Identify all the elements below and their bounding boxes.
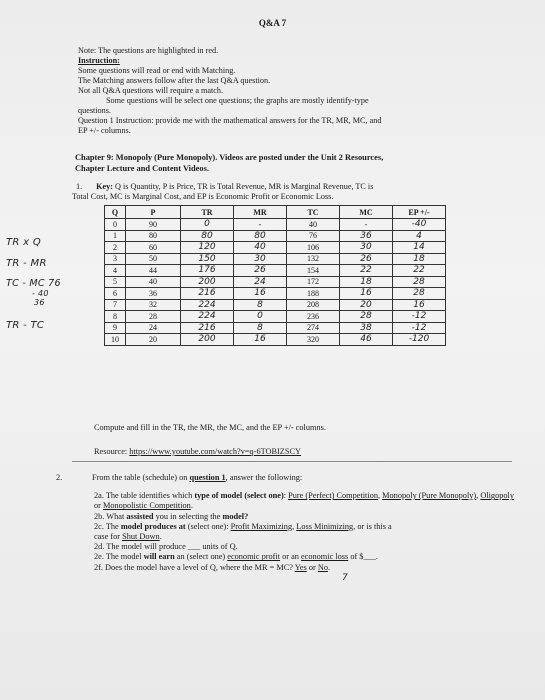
- cell-q: 3: [105, 253, 126, 265]
- q2a-sep: ,: [476, 491, 481, 501]
- table-row: [105, 242, 446, 254]
- cell-tr: 200: [181, 276, 234, 288]
- cell-ep: 4: [393, 230, 446, 242]
- chapter-line: Chapter Lecture and Content Videos.: [75, 164, 209, 173]
- cell-ep: -12: [393, 311, 446, 323]
- q1-key-line2: Total Cost, MC is Marginal Cost, and EP is Economic Profit or Economic Loss.: [72, 192, 334, 201]
- q2a-pre: 2a. The table identifies which: [94, 491, 195, 501]
- table-row: [105, 299, 446, 311]
- cell-mr: 0: [234, 311, 287, 323]
- cell-mc: 22: [340, 265, 393, 277]
- cell-tc: 320: [287, 334, 340, 346]
- header-ep: EP +/-: [393, 206, 446, 219]
- cell-ep: -120: [393, 334, 446, 346]
- cell-mr: 24: [234, 276, 287, 288]
- q2e-option-profit[interactable]: economic profit: [227, 552, 281, 562]
- header-p: P: [126, 206, 181, 219]
- cell-mr: 30: [234, 253, 287, 265]
- q2f-or: or: [306, 562, 318, 572]
- cell-tc: 76: [287, 230, 340, 242]
- resource-line: [94, 447, 301, 457]
- cell-q: 1: [105, 230, 126, 242]
- q1-key-label: Key:: [96, 182, 113, 191]
- cell-q: 10: [105, 334, 126, 346]
- note-line: Some questions will be select one questions; the graphs are mostly identify-type: [106, 96, 369, 105]
- cell-tr: 150: [181, 253, 234, 265]
- q2-intro-link: question 1: [189, 473, 226, 482]
- q2d: 2d. The model will produce ___ units of Q.: [94, 542, 238, 552]
- cell-p: 28: [126, 311, 181, 323]
- table-row: [105, 334, 446, 346]
- cell-ep: -12: [393, 322, 446, 334]
- q2b-pre: 2b. What: [94, 511, 127, 521]
- cell-tc: 236: [287, 311, 340, 323]
- cell-mc: 18: [340, 276, 393, 288]
- chapter-line: Chapter 9: Monopoly (Pure Monopoly). Videos are posted under the Unit 2 Resources,: [75, 153, 384, 162]
- cell-tc: 106: [287, 242, 340, 254]
- q2a-option-monopolistic-competition[interactable]: Monopolistic Competition: [103, 501, 191, 511]
- margin-note-trxq: TR x Q: [6, 237, 42, 248]
- q2-intro-text-end: , answer the following:: [225, 473, 303, 482]
- q2c-bold: model produces at: [120, 521, 186, 531]
- cell-ep: 28: [393, 288, 446, 300]
- cell-mc: 28: [340, 311, 393, 323]
- q2e-sep: or an: [280, 552, 301, 562]
- q2b-bold2: model?: [222, 511, 249, 521]
- cell-p: 20: [126, 334, 181, 346]
- cell-q: 5: [105, 276, 126, 288]
- cell-p: 50: [126, 253, 181, 265]
- margin-note-minus40: - 40: [32, 289, 49, 298]
- cell-p: 80: [126, 230, 181, 242]
- cell-mr: 16: [234, 334, 287, 346]
- q2b-bold: assisted: [126, 511, 154, 521]
- q2f: [92, 563, 517, 573]
- note-line: Not all Q&A questions will require a match.: [78, 86, 224, 95]
- header-mr: MR: [234, 206, 287, 219]
- q2a-bold: type of model (select one): [194, 491, 284, 501]
- cell-q: 7: [105, 299, 126, 311]
- q2f-option-yes[interactable]: Yes: [294, 562, 307, 572]
- note-line: Instruction:: [78, 56, 120, 65]
- note-line: Note: The questions are highlighted in red.: [78, 46, 219, 55]
- header-tc: TC: [287, 206, 340, 219]
- resource-label: Resource:: [94, 447, 130, 456]
- q2b-post: you in selecting the: [153, 511, 223, 521]
- note-line: questions.: [78, 106, 111, 115]
- table-row: [105, 219, 446, 231]
- cell-ep: 14: [393, 242, 446, 254]
- cell-tr: 120: [181, 242, 234, 254]
- q2f-pre: 2f. Does the model have a level of Q, where the MR = MC?: [94, 562, 295, 572]
- cell-q: 4: [105, 265, 126, 277]
- cell-q: 0: [105, 219, 126, 231]
- q2-intro-text: From the table (schedule) on: [92, 473, 190, 482]
- header-tr: TR: [181, 206, 234, 219]
- cell-mr: 80: [234, 230, 287, 242]
- q2a-mid: :: [283, 491, 289, 501]
- cell-ep: -40: [393, 219, 446, 231]
- q2c-option-shut-down[interactable]: Shut Down: [122, 532, 160, 542]
- cell-tr: 200: [181, 334, 234, 346]
- cell-mc: 30: [340, 242, 393, 254]
- table-header-row: [105, 206, 446, 219]
- q2e-option-loss[interactable]: economic loss: [301, 552, 349, 562]
- cell-mc: 16: [340, 288, 393, 300]
- resource-link[interactable]: https://www.youtube.com/watch?v=q-6TOBIZSCY: [129, 447, 302, 456]
- cell-p: 60: [126, 242, 181, 254]
- cell-tc: 172: [287, 276, 340, 288]
- q2a-sep: ,: [377, 491, 383, 501]
- cell-mr: 26: [234, 265, 287, 277]
- cell-q: 6: [105, 288, 126, 300]
- cell-tr: 80: [181, 230, 234, 242]
- cell-q: 8: [105, 311, 126, 323]
- header-mc: MC: [340, 206, 393, 219]
- q2a-option-oligopoly[interactable]: Oligopoly: [480, 491, 514, 501]
- section-divider: [72, 461, 512, 462]
- note-line: The Matching answers follow after the last Q&A question.: [78, 76, 271, 85]
- q2c-end: .: [159, 532, 162, 542]
- table-row: [105, 322, 446, 334]
- cell-mc: 46: [340, 334, 393, 346]
- cell-mc: 20: [340, 299, 393, 311]
- page-title: Q&A 7: [258, 18, 287, 28]
- q2e: [92, 552, 517, 562]
- q2c-pre: 2c. The: [94, 521, 121, 531]
- note-line: EP +/- columns.: [78, 126, 131, 135]
- cell-p: 40: [126, 276, 181, 288]
- cell-ep: 28: [393, 276, 446, 288]
- q2f-end: .: [327, 562, 331, 572]
- header-q: Q: [105, 206, 126, 219]
- cell-ep: 22: [393, 265, 446, 277]
- cell-mc: 26: [340, 253, 393, 265]
- chapter-heading: [75, 152, 495, 174]
- cell-mr: 40: [234, 242, 287, 254]
- margin-note-tc-mc: TC - MC 76: [6, 278, 61, 289]
- cell-q: 2: [105, 242, 126, 254]
- cell-p: 32: [126, 299, 181, 311]
- q2f-option-no[interactable]: No: [317, 562, 328, 572]
- cell-tr: 0: [181, 219, 234, 231]
- cell-tc: 40: [287, 219, 340, 231]
- cell-mr: 8: [234, 322, 287, 334]
- cell-ep: 18: [393, 253, 446, 265]
- q2e-mid: an (select one): [174, 552, 228, 562]
- cell-p: 24: [126, 322, 181, 334]
- table-body: [105, 219, 446, 346]
- note-line: Some questions will read or end with Matching.: [78, 66, 236, 75]
- q2c-option-loss-min[interactable]: Loss Minimizing: [296, 521, 354, 531]
- cell-ep: 16: [393, 299, 446, 311]
- note-line: Question 1 Instruction: provide me with the mathematical answers for the TR, MR, MC, and: [78, 116, 382, 125]
- cell-tc: 132: [287, 253, 340, 265]
- q2a-option-pure-competition[interactable]: Pure (Perfect) Competition: [288, 491, 378, 501]
- cell-tc: 274: [287, 322, 340, 334]
- q1-number: 1.: [76, 182, 83, 191]
- table-row: [105, 265, 446, 277]
- table-row: [105, 276, 446, 288]
- q2a-option-monopoly[interactable]: Monopoly (Pure Monopoly): [382, 491, 477, 501]
- margin-note-36: 36: [34, 298, 45, 307]
- cell-tr: 224: [181, 299, 234, 311]
- cell-tr: 216: [181, 288, 234, 300]
- q2e-bold: will earn: [143, 552, 175, 562]
- q2c: [92, 522, 517, 542]
- q2a-sep: or: [94, 501, 103, 511]
- q1-key-line1: Q is Quantity, P is Price, TR is Total Revenue, MR is Marginal Revenue, TC is: [112, 182, 374, 191]
- q2c-mid: (select one):: [185, 521, 231, 531]
- cell-tc: 188: [287, 288, 340, 300]
- question-2: [92, 473, 517, 583]
- q2c-sep: ,: [292, 521, 297, 531]
- table-row: [105, 253, 446, 265]
- q2-intro: [92, 473, 517, 483]
- table-row: [105, 288, 446, 300]
- margin-note-tr-tc: TR - TC: [6, 320, 45, 331]
- cell-mc: 38: [340, 322, 393, 334]
- cell-p: 44: [126, 265, 181, 277]
- q2e-pre: 2e. The model: [94, 552, 144, 562]
- handwritten-answer-mark: 7: [342, 572, 349, 583]
- instruction-note: [78, 46, 498, 136]
- q2a: [92, 491, 517, 511]
- table-row: [105, 230, 446, 242]
- q2e-end: of $___.: [348, 552, 378, 562]
- cell-tr: 224: [181, 311, 234, 323]
- question-1-key: [72, 182, 512, 202]
- cell-q: 9: [105, 322, 126, 334]
- q2c-line2-pre: case for: [94, 532, 123, 542]
- cell-p: 90: [126, 219, 181, 231]
- schedule-table: [104, 205, 446, 346]
- q2-number: 2.: [56, 473, 63, 482]
- cell-p: 36: [126, 288, 181, 300]
- q2b: [92, 512, 517, 522]
- cell-tr: 216: [181, 322, 234, 334]
- margin-note-tr-mr: TR - MR: [6, 258, 47, 269]
- cell-mc: 36: [340, 230, 393, 242]
- table-row: [105, 311, 446, 323]
- cell-mr: -: [234, 219, 287, 231]
- q2c-option-profit-max[interactable]: Profit Maximizing: [230, 521, 293, 531]
- compute-instruction: Compute and fill in the TR, the MR, the MC, and the EP +/- columns.: [94, 423, 326, 432]
- cell-mr: 16: [234, 288, 287, 300]
- q2c-sep: , or is this a: [353, 521, 392, 531]
- cell-tc: 208: [287, 299, 340, 311]
- cell-tc: 154: [287, 265, 340, 277]
- cell-mr: 8: [234, 299, 287, 311]
- cell-mc: -: [340, 219, 393, 231]
- q2a-end: .: [190, 501, 193, 511]
- cell-tr: 176: [181, 265, 234, 277]
